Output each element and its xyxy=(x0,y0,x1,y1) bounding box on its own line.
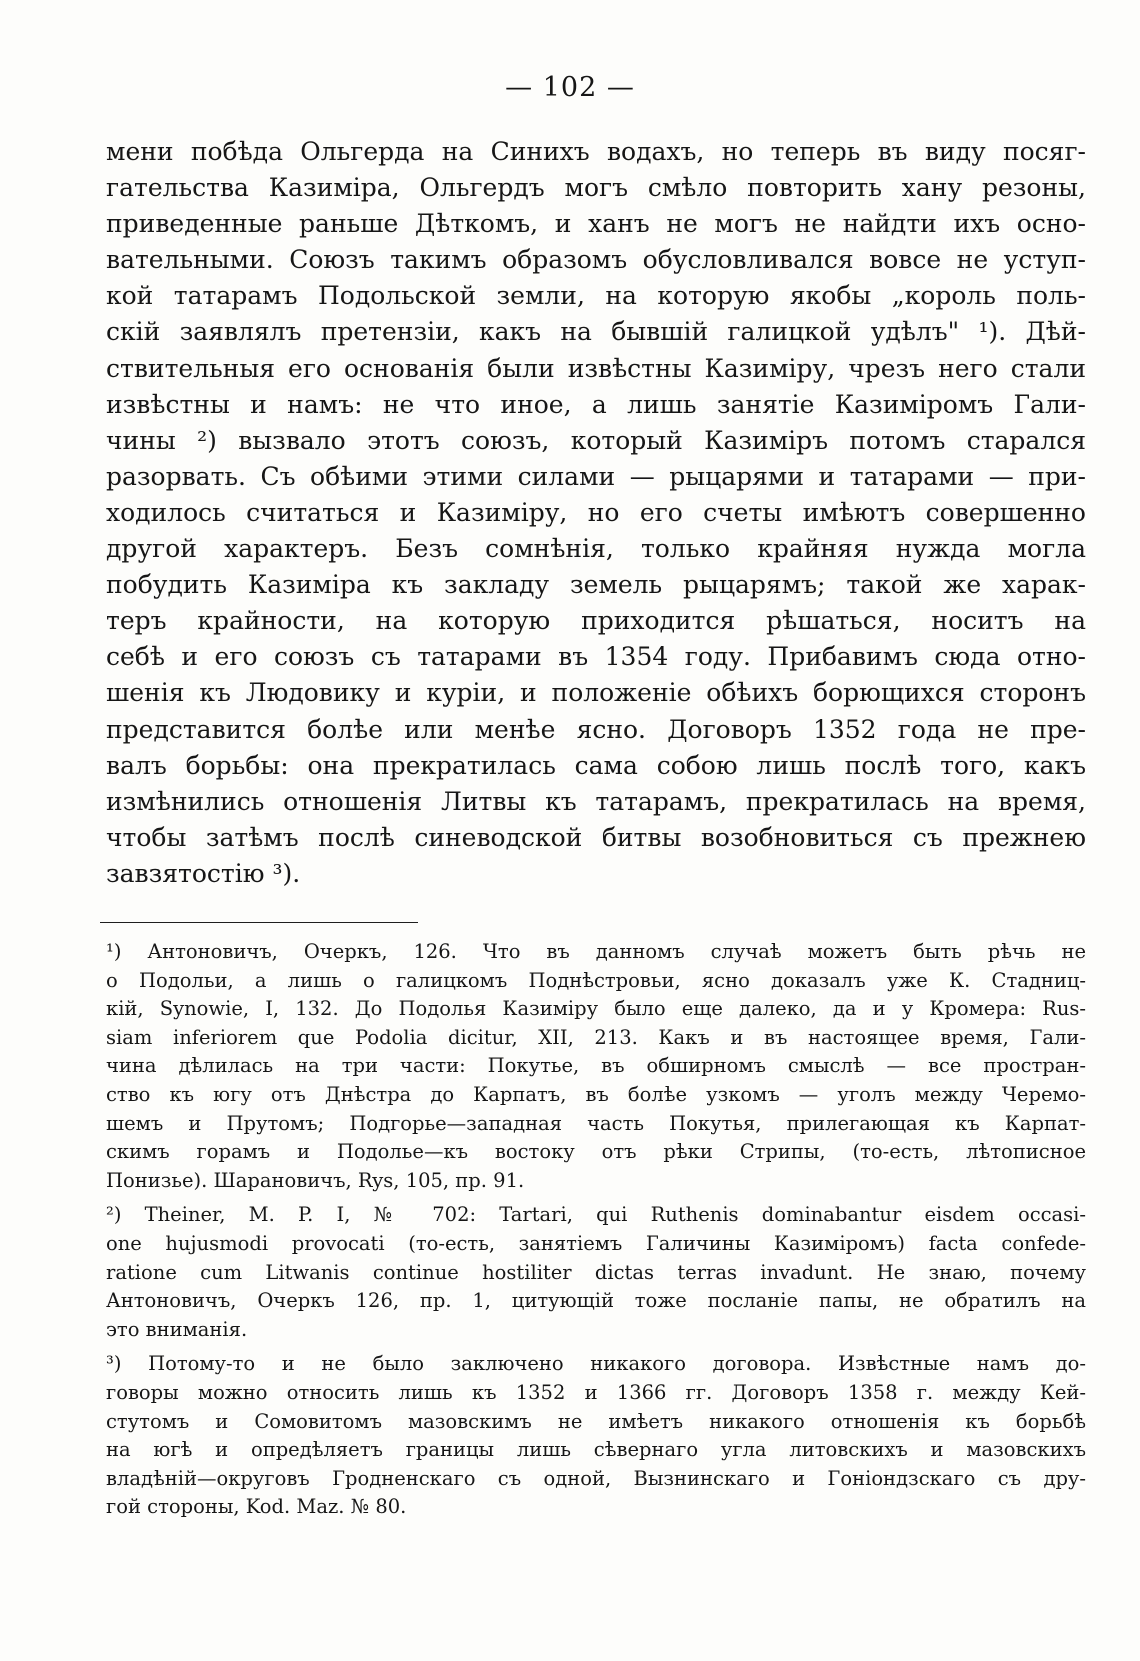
page-number: — 102 — xyxy=(505,72,635,103)
footnote-line: владѣній—округовъ Гродненскаго съ одной, Вызнинскаго и Гоніондзскаго съ дру- xyxy=(106,1466,1086,1490)
body-line: чтобы затѣмъ послѣ синеводской битвы возобновиться съ прежнею xyxy=(106,822,1086,852)
footnote-line: ¹) Антоновичъ, Очеркъ, 126. Что въ данномъ случаѣ можетъ быть рѣчь не xyxy=(106,940,1086,963)
body-line: вательными. Союзъ такимъ образомъ обусловливался вовсе не уступ- xyxy=(106,245,1086,275)
body-line: скій заявлялъ претензіи, какъ на бывшій галицкой удѣлъ" ¹). Дѣй- xyxy=(106,317,1086,347)
footnotes xyxy=(106,938,1086,1522)
body-line: другой характеръ. Безъ сомнѣнія, только крайняя нужда могла xyxy=(106,534,1086,564)
footnote-line: скимъ горамъ и Подолье—къ востоку отъ рѣки Стрипы, (то-есть, лѣтописное xyxy=(106,1140,1086,1164)
footnote-separator xyxy=(100,922,418,923)
footnote-1 xyxy=(106,938,1086,1195)
footnote-line: one hujusmodi provocati (то-есть, занятіемъ Галичины Казиміромъ) facta confede- xyxy=(106,1231,1086,1255)
body-line: теръ крайности, на которую приходится рѣшаться, носитъ на xyxy=(106,606,1086,636)
body-line: валъ борьбы: она прекратилась сама собою лишь послѣ того, какъ xyxy=(106,750,1086,780)
body-line: чины ²) вызвало этотъ союзъ, который Казиміръ потомъ старался xyxy=(106,425,1086,455)
body-line: кой татарамъ Подольской земли, на которую якобы „король поль- xyxy=(106,281,1086,311)
body-line: измѣнились отношенія Литвы къ татарамъ, прекратилась на время, xyxy=(106,786,1086,816)
footnote-line: Антоновичъ, Очеркъ 126, пр. 1, цитующій тоже посланіе папы, не обратилъ на xyxy=(106,1289,1086,1313)
footnote-2 xyxy=(106,1201,1086,1344)
body-line: извѣстны и намъ: не что иное, а лишь занятіе Казиміромъ Гали- xyxy=(106,389,1086,419)
footnote-line: ratione cum Litwanis continue hostiliter dictas terras invadunt. Не знаю, почему xyxy=(106,1260,1086,1284)
footnote-line: кій, Synowie, I, 132. До Подолья Казиміру было еще далеко, да и у Кромера: Rus- xyxy=(106,997,1086,1021)
footnote-line: на югѣ и опредѣляетъ границы лишь сѣвернаго угла литовскихъ и мазовскихъ xyxy=(106,1438,1086,1462)
footnote-line: стутомъ и Сомовитомъ мазовскимъ не имѣетъ никакого отношенія къ борьбѣ xyxy=(106,1409,1086,1433)
footnote-line: ²) Theiner, M. P. I, № 702: Tartari, qui Ruthenis dominabantur eisdem occasi- xyxy=(106,1203,1086,1227)
footnote-line: ство къ югу отъ Днѣстра до Карпатъ, въ болѣе узкомъ — уголъ между Черемо- xyxy=(106,1082,1086,1106)
footnote-line: Понизье). Шарановичъ, Rys, 105, пр. 91. xyxy=(106,1168,525,1192)
body-line: шенія къ Людовику и куріи, и положеніе обѣихъ борющихся сторонъ xyxy=(106,678,1086,708)
main-text xyxy=(106,134,1086,892)
body-line: завзятостію ³). xyxy=(106,858,301,888)
footnote-line: чина дѣлилась на три части: Покутье, въ обширномъ смыслѣ — все простран- xyxy=(106,1054,1086,1078)
footnote-line: ³) Потому-то и не было заключено никакого договора. Извѣстные намъ до- xyxy=(106,1352,1086,1376)
body-line: мени побѣда Ольгерда на Синихъ водахъ, но теперь въ виду посяг- xyxy=(106,137,1086,166)
footnote-3 xyxy=(106,1350,1086,1522)
footnote-line: говоры можно относить лишь къ 1352 и 1366 гг. Договоръ 1358 г. между Кей- xyxy=(106,1380,1086,1404)
body-line: ствительныя его основанія были извѣстны Казиміру, чрезъ него стали xyxy=(106,353,1086,383)
body-line: побудить Казиміра къ закладу земель рыцарямъ; такой же харак- xyxy=(106,570,1086,600)
footnote-line: это вниманія. xyxy=(106,1317,248,1341)
body-line: представится болѣе или менѣе ясно. Договоръ 1352 года не пре- xyxy=(106,714,1086,744)
body-line: ходилось считаться и Казиміру, но его счеты имѣютъ совершенно xyxy=(106,497,1086,527)
body-line: приведенные раньше Дѣткомъ, и ханъ не могъ не найдти ихъ осно- xyxy=(106,209,1086,239)
footnote-line: о Подольи, а лишь о галицкомъ Поднѣстровьи, ясно доказалъ уже К. Стадниц- xyxy=(106,968,1086,992)
body-line: себѣ и его союзъ съ татарами въ 1354 году. Прибавимъ сюда отно- xyxy=(106,642,1086,672)
body-line: гательства Казиміра, Ольгердъ могъ смѣло повторить хану резоны, xyxy=(106,173,1086,203)
body-line: разорвать. Съ обѣими этими силами — рыцарями и татарами — при- xyxy=(106,461,1086,491)
footnote-line: siam inferiorem que Podolia dicitur, XII, 213. Какъ и въ настоящее время, Гали- xyxy=(106,1025,1086,1049)
footnote-line: гой стороны, Kod. Maz. № 80. xyxy=(106,1495,407,1519)
footnote-line: шемъ и Прутомъ; Подгорье—западная часть Покутья, прилегающая къ Карпат- xyxy=(106,1111,1086,1135)
